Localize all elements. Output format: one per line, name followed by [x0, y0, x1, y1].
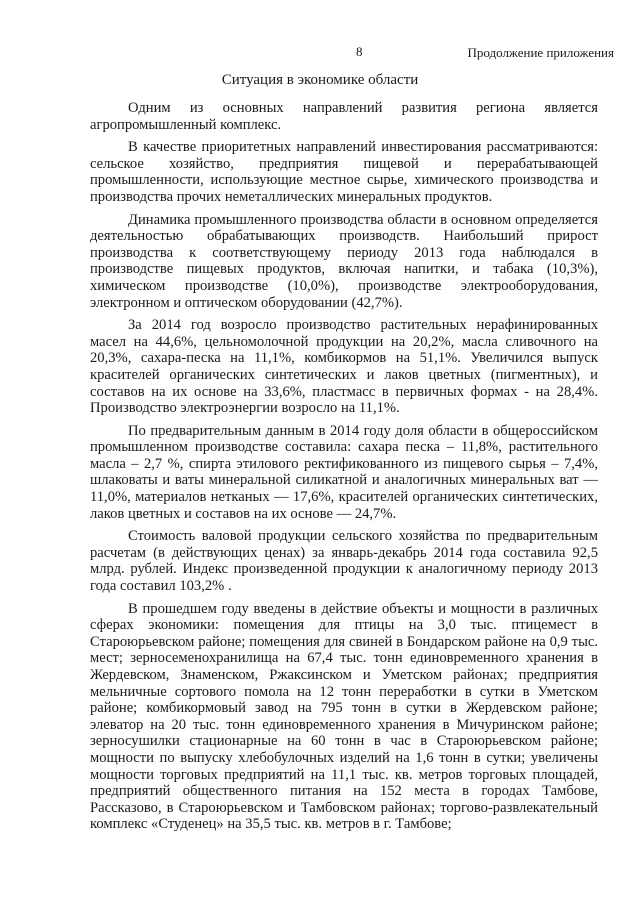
paragraph: Одним из основных направлений развития региона является агропромышленный комплекс.	[90, 100, 598, 133]
body-text	[90, 100, 598, 839]
paragraph: В прошедшем году введены в действие объекты и мощности в различных сферах экономики: помещения для птицы на 3,0 тыс. птицемест в Староюрьевском районе; помещения для свиней в Бондарском районе на 0,9 тыс. мест; зерносеменохранилища на 67,4 тыс. тонн единовременного хранения в Жердевском, Знаменском, Ржаксинском и Уметском районах; предприятия мельничные сортового помола на 12 тонн переработки в сутки в Уметском районе; комбикормовый завод на 795 тонн в сутки в Жердевском районе; элеватор на 20 тыс. тонн единовременного хранения в Мичуринском районе; зерносушилки стационарные на 60 тонн в час в Староюрьевском районе; мощности по выпуску хлебобулочных изделий на 1,6 тонн в сутки; увеличены мощности торговых предприятий на 11,1 тыс. кв. метров торговых площадей, предприятий общественного питания на 152 места в городах Тамбове, Рассказово, в Староюрьевском и Тамбовском районах; торгово-развлекательный комплекс «Студенец» на 35,5 тыс. кв. метров в г. Тамбове;	[90, 600, 598, 833]
paragraph: Динамика промышленного производства области в основном определяется деятельностью обрабатывающих производств. Наибольший прирост производства к соответствующему периоду 2013 года наблюдался в производстве пищевых продуктов, включая напитки, и табака (10,3%), химическом производстве (10,0%), производстве электрооборудования, электронном и оптическом оборудовании (42,7%).	[90, 211, 598, 311]
page-number: 8	[356, 44, 363, 59]
paragraph: Стоимость валовой продукции сельского хозяйства по предварительным расчетам (в действующих ценах) за январь-декабрь 2014 года составила 92,5 млрд. рублей. Индекс произведенной продукции к аналогичному периоду 2013 года составил 103,2% .	[90, 528, 598, 595]
header-note: Продолжение приложения	[467, 45, 614, 60]
paragraph: По предварительным данным в 2014 году доля области в общероссийском промышленном производстве составила: сахара песка – 11,8%, растительного масла – 2,7 %, спирта этилового ректификованного из пищевого сырья – 7,4%, шлаковаты и ваты минеральной силикатной и аналогичных минеральных ват — 11,0%, материалов нетканых — 17,6%, красителей органических синтетических, лаков цветных и составов на их основе — 24,7%.	[90, 422, 598, 522]
paragraph: В качестве приоритетных направлений инвестирования рассматриваются: сельское хозяйство, предприятия пищевой и перерабатывающей промышленности, использующие местное сырье, химического производства и производства прочих неметаллических минеральных продуктов.	[90, 139, 598, 205]
section-title: Ситуация в экономике области	[221, 72, 419, 88]
paragraph: За 2014 год возросло производство растительных нерафинированных масел на 44,6%, цельномолочной продукции на 20,2%, масла сливочного на 20,3%, сахара-песка на 11,1%, комбикормов на 51,1%. Увеличился выпуск красителей органических синтетических и лаков цветных (пигментных), и составов на их основе на 33,6%, пластмасс в первичных формах - на 28,4%. Производство электроэнергии возросло на 11,1%.	[90, 317, 598, 417]
